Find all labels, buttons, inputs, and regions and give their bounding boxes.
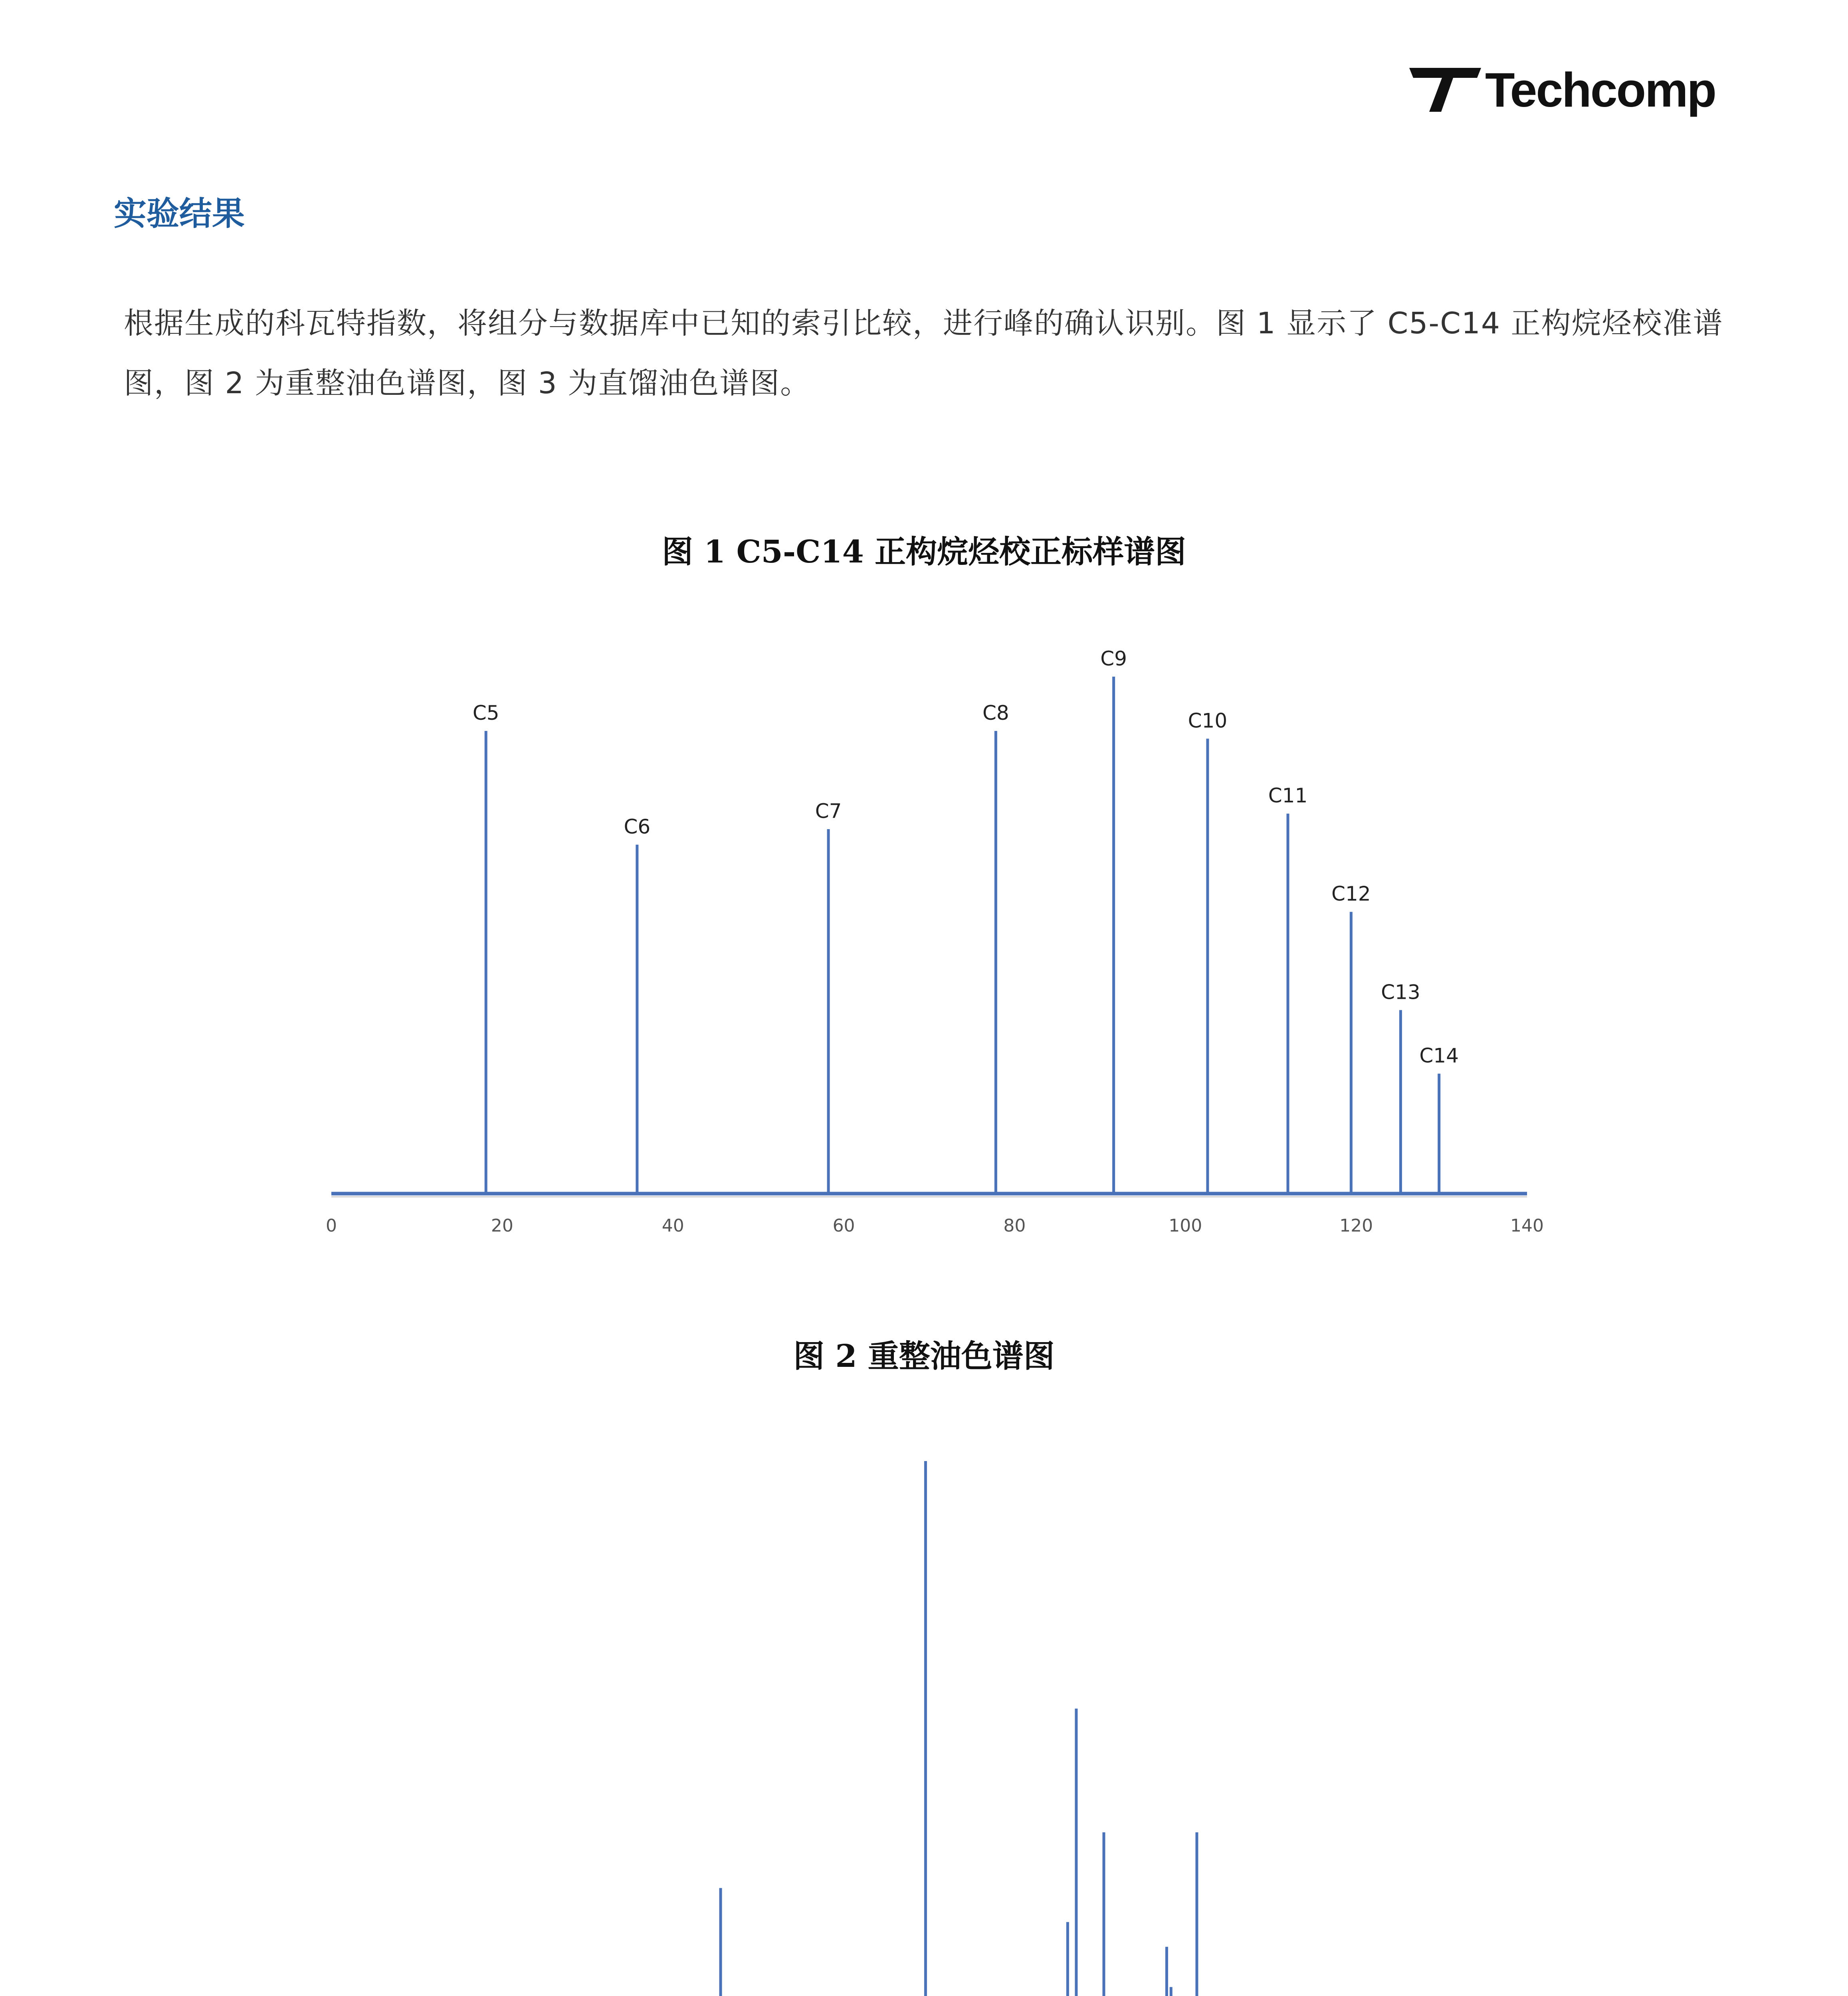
peak-label: C12 xyxy=(1331,882,1371,906)
x-tick-label: 140 xyxy=(1510,1216,1544,1236)
x-tick-label: 20 xyxy=(491,1216,513,1236)
peak-label: C10 xyxy=(1188,709,1228,733)
figure-2-chromatogram xyxy=(303,1437,1569,1996)
peak-label: C7 xyxy=(815,800,842,823)
results-paragraph: 根据生成的科瓦特指数，将组分与数据库中已知的索引比较，进行峰的确认识别。图 1 显示了 C5-C14 正构烷烃校准谱图，图 2 为重整油色谱图，图 3 为直馏油色谱图。 xyxy=(124,306,1723,400)
peak-label: C6 xyxy=(624,815,651,838)
peak-label: C11 xyxy=(1268,784,1308,808)
x-tick-label: 100 xyxy=(1169,1216,1202,1236)
peak-label: C9 xyxy=(1100,647,1127,670)
figure-1-title: 图 1 C5-C14 正构烷烃校正标样谱图 xyxy=(662,534,1186,570)
peak-label: C13 xyxy=(1381,980,1420,1004)
x-tick-label: 40 xyxy=(662,1216,684,1236)
x-tick-label: 60 xyxy=(832,1216,855,1236)
x-tick-label: 0 xyxy=(326,1216,337,1236)
section-title: 实验结果 xyxy=(114,195,245,233)
logo-mark-icon xyxy=(1409,68,1481,112)
x-tick-label: 120 xyxy=(1339,1216,1373,1236)
peak-label: C14 xyxy=(1419,1044,1459,1067)
figure-1-chromatogram xyxy=(311,623,1561,1249)
brand-name: Techcomp xyxy=(1485,63,1716,117)
peak-label: C8 xyxy=(982,701,1009,725)
figure-2-title: 图 2 重整油色谱图 xyxy=(793,1338,1055,1374)
peak-label: C5 xyxy=(472,701,499,725)
x-tick-label: 80 xyxy=(1003,1216,1026,1236)
